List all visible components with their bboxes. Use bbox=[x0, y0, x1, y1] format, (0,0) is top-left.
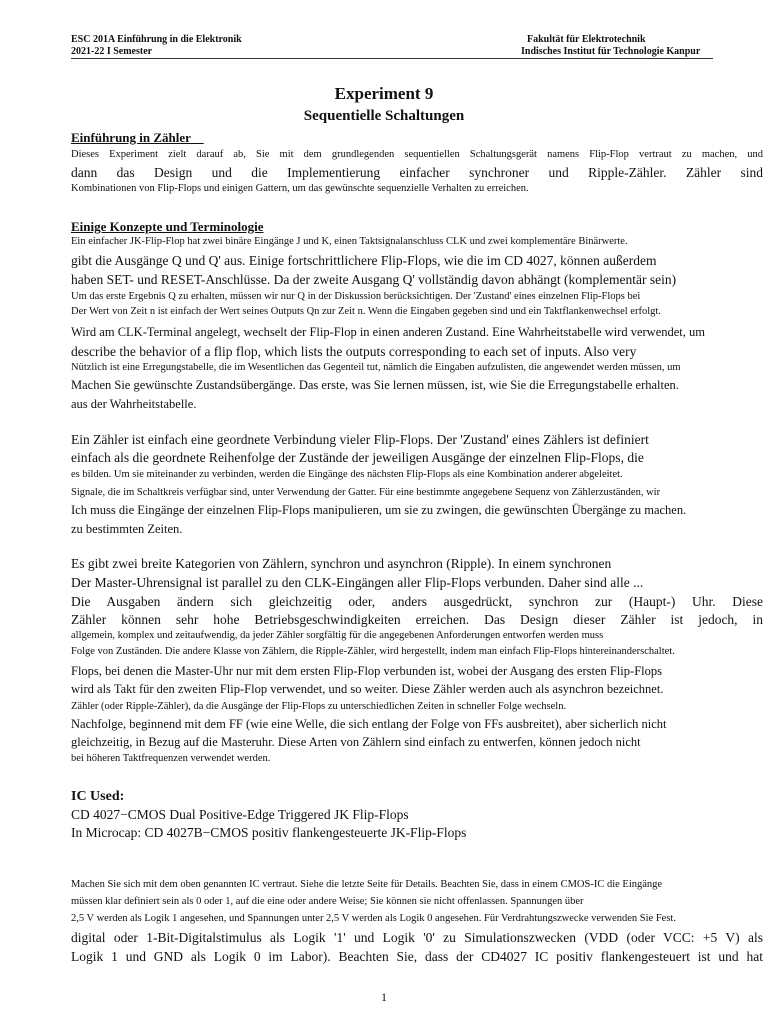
paragraph-line: müssen klar definiert sein als 0 oder 1, auf die eine oder andere Weise; Sie können sie nicht offenlassen. Spannungen über bbox=[71, 896, 584, 907]
page-number: 1 bbox=[381, 990, 387, 1004]
paragraph-line: Zähler können sehr hohe Betriebsgeschwindigkeiten erreichen. Das Design dieser Zähler ist jedoch, in bbox=[71, 612, 763, 627]
paragraph-line: haben SET- und RESET-Anschlüsse. Da der zweite Ausgang Q' vollständig davon abhängt (komplementär sein) bbox=[71, 272, 677, 287]
paragraph-line: Ein einfacher JK-Flip-Flop hat zwei binäre Eingänge J und K, einen Taktsignalanschluss CLK und zwei komplementäre Binärwerte. bbox=[71, 236, 628, 247]
paragraph-line: Nützlich ist eine Erregungstabelle, die im Wesentlichen das Gegenteil tut, nämlich die Eingaben aufzulisten, die angewendet werden müssen, um bbox=[71, 362, 681, 373]
paragraph-line: Logik 1 und GND als Logik 0 im Labor). Beachten Sie, dass der CD4027 IC positiv flankengesteuert ist und hat bbox=[71, 949, 763, 964]
faculty: Fakultät für Elektrotechnik bbox=[527, 34, 646, 45]
course-title: ESC 201A Einführung in die Elektronik bbox=[71, 34, 242, 45]
paragraph-line: gleichzeitig, in Bezug auf die Masteruhr. Diese Arten von Zählern sind einfach zu entwerfen, können jedoch nicht bbox=[71, 735, 641, 749]
paragraph-line: Der Wert von Zeit n ist einfach der Wert seines Outputs Qn zur Zeit n. Wenn die Eingaben gegeben sind und ein Taktflankenwechsel erfolgt. bbox=[71, 306, 661, 317]
paragraph-line: allgemein, komplex und zeitaufwendig, da jeder Zähler sorgfältig für die angegebenen Anforderungen entworfen werden muss bbox=[71, 630, 604, 641]
paragraph-line: es bilden. Um sie miteinander zu verbinden, werden die Eingänge des nächsten Flip-Flops als eine Kombination anderer abgeleitet. bbox=[71, 469, 623, 480]
page-subtitle: Sequentielle Schaltungen bbox=[303, 108, 465, 124]
paragraph-line: Ein Zähler ist einfach eine geordnete Verbindung vieler Flip-Flops. Der 'Zustand' eines Zählers ist definiert bbox=[71, 432, 649, 447]
paragraph-line: Machen Sie gewünschte Zustandsübergänge. Das erste, was Sie lernen müssen, ist, wie Sie die Erregungstabelle erhalten. bbox=[71, 378, 679, 392]
paragraph-line: 2,5 V werden als Logik 1 angesehen, und Spannungen unter 2,5 V werden als Logik 0 angesehen. Für Verdrahtungszwecke verwenden Sie Fest. bbox=[71, 913, 676, 924]
paragraph-line: Folge von Zuständen. Die andere Klasse von Zählern, die Ripple-Zähler, wird hergestellt, indem man einfach Flip-Flops hintereinanderschaltet. bbox=[71, 646, 675, 657]
ic-item: CD 4027−CMOS Dual Positive-Edge Triggered JK Flip-Flops bbox=[71, 807, 409, 822]
section-heading-concepts: Einige Konzepte und Terminologie bbox=[71, 219, 264, 234]
paragraph-line: Es gibt zwei breite Kategorien von Zählern, synchron und asynchron (Ripple). In einem synchronen bbox=[71, 556, 612, 571]
page-title: Experiment 9 bbox=[334, 84, 434, 103]
ic-item: In Microcap: CD 4027B−CMOS positiv flankengesteuerte JK-Flip-Flops bbox=[71, 825, 467, 840]
paragraph-line: Dieses Experiment zielt darauf ab, Sie mit dem grundlegenden sequentiellen Schaltungsgerät namens Flip-Flop vertraut zu machen, und bbox=[71, 149, 763, 160]
institute: Indisches Institut für Technologie Kanpur bbox=[521, 46, 701, 57]
paragraph-line: Kombinationen von Flip-Flops und einigen Gattern, um das gewünschte sequenzielle Verhalten zu erreichen. bbox=[71, 183, 529, 194]
ic-heading: IC Used: bbox=[71, 789, 125, 804]
paragraph-line: Flops, bei denen die Master-Uhr nur mit dem ersten Flip-Flop verbunden ist, wobei der Ausgang des ersten Flip-Flops bbox=[71, 664, 662, 678]
paragraph-line: dann das Design und die Implementierung einfacher synchroner und Ripple-Zähler. Zähler sind bbox=[71, 165, 763, 180]
paragraph-line: Wird am CLK-Terminal angelegt, wechselt der Flip-Flop in einen anderen Zustand. Eine Wahrheitstabelle wird verwendet, um bbox=[71, 325, 705, 339]
paragraph-line: einfach als die geordnete Reihenfolge der Zustände der jeweiligen Ausgänge der einzelnen Flip-Flops, die bbox=[71, 450, 644, 465]
paragraph-line: Nachfolge, beginnend mit dem FF (wie eine Welle, die sich entlang der Folge von FFs ausbreitet), aber sicherlich nicht bbox=[71, 717, 667, 731]
paragraph-line: wird als Takt für den zweiten Flip-Flop verwendet, und so weiter. Diese Zähler werden auch als asynchron bezeichnet. bbox=[71, 682, 664, 696]
semester: 2021-22 I Semester bbox=[71, 46, 153, 57]
paragraph-line: Ich muss die Eingänge der einzelnen Flip-Flops manipulieren, um sie zu zwingen, die gewünschten Übergänge zu machen. bbox=[71, 503, 687, 517]
paragraph-line: Machen Sie sich mit dem oben genannten IC vertraut. Siehe die letzte Seite für Details. Beachten Sie, dass in einem CMOS-IC die Eingänge bbox=[71, 879, 663, 890]
paragraph-line: Zähler (oder Ripple-Zähler), da die Ausgänge der Flip-Flops zu unterschiedlichen Zeiten in schneller Folge wechseln. bbox=[71, 701, 567, 712]
paragraph-line: aus der Wahrheitstabelle. bbox=[71, 397, 197, 411]
paragraph-line: Der Master-Uhrensignal ist parallel zu den CLK-Eingängen aller Flip-Flops verbunden. Daher sind alle ... bbox=[71, 575, 644, 590]
paragraph-line: Um das erste Ergebnis Q zu erhalten, müssen wir nur Q in der Diskussion berücksichtigen. Der 'Zustand' eines einzelnen Flip-Flops bei bbox=[71, 291, 641, 302]
paragraph-line: digital oder 1-Bit-Digitalstimulus als Logik '1' und Logik '0' zu Simulationszwecken (VDD (oder VCC: +5 V) als bbox=[71, 930, 763, 945]
paragraph-line: gibt die Ausgänge Q und Q' aus. Einige fortschrittlichere Flip-Flops, wie die im CD 4027, können außerdem bbox=[71, 253, 657, 268]
paragraph-line: Signale, die im Schaltkreis verfügbar sind, unter Verwendung der Gatter. Für eine bestimmte angegebene Sequenz von Zählerzuständen, wir bbox=[71, 487, 661, 498]
paragraph-line: Die Ausgaben ändern sich gleichzeitig oder, anders ausgedrückt, synchron zur (Haupt-) Uhr. Diese bbox=[71, 594, 763, 609]
paragraph-line: describe the behavior of a flip flop, which lists the outputs corresponding to each set of inputs. Also very bbox=[71, 344, 637, 359]
header-rule bbox=[71, 58, 713, 59]
section-heading-intro: Einführung in Zähler bbox=[71, 130, 191, 145]
paragraph-line: zu bestimmten Zeiten. bbox=[71, 522, 183, 536]
paragraph-line: bei höheren Taktfrequenzen verwendet werden. bbox=[71, 753, 271, 764]
